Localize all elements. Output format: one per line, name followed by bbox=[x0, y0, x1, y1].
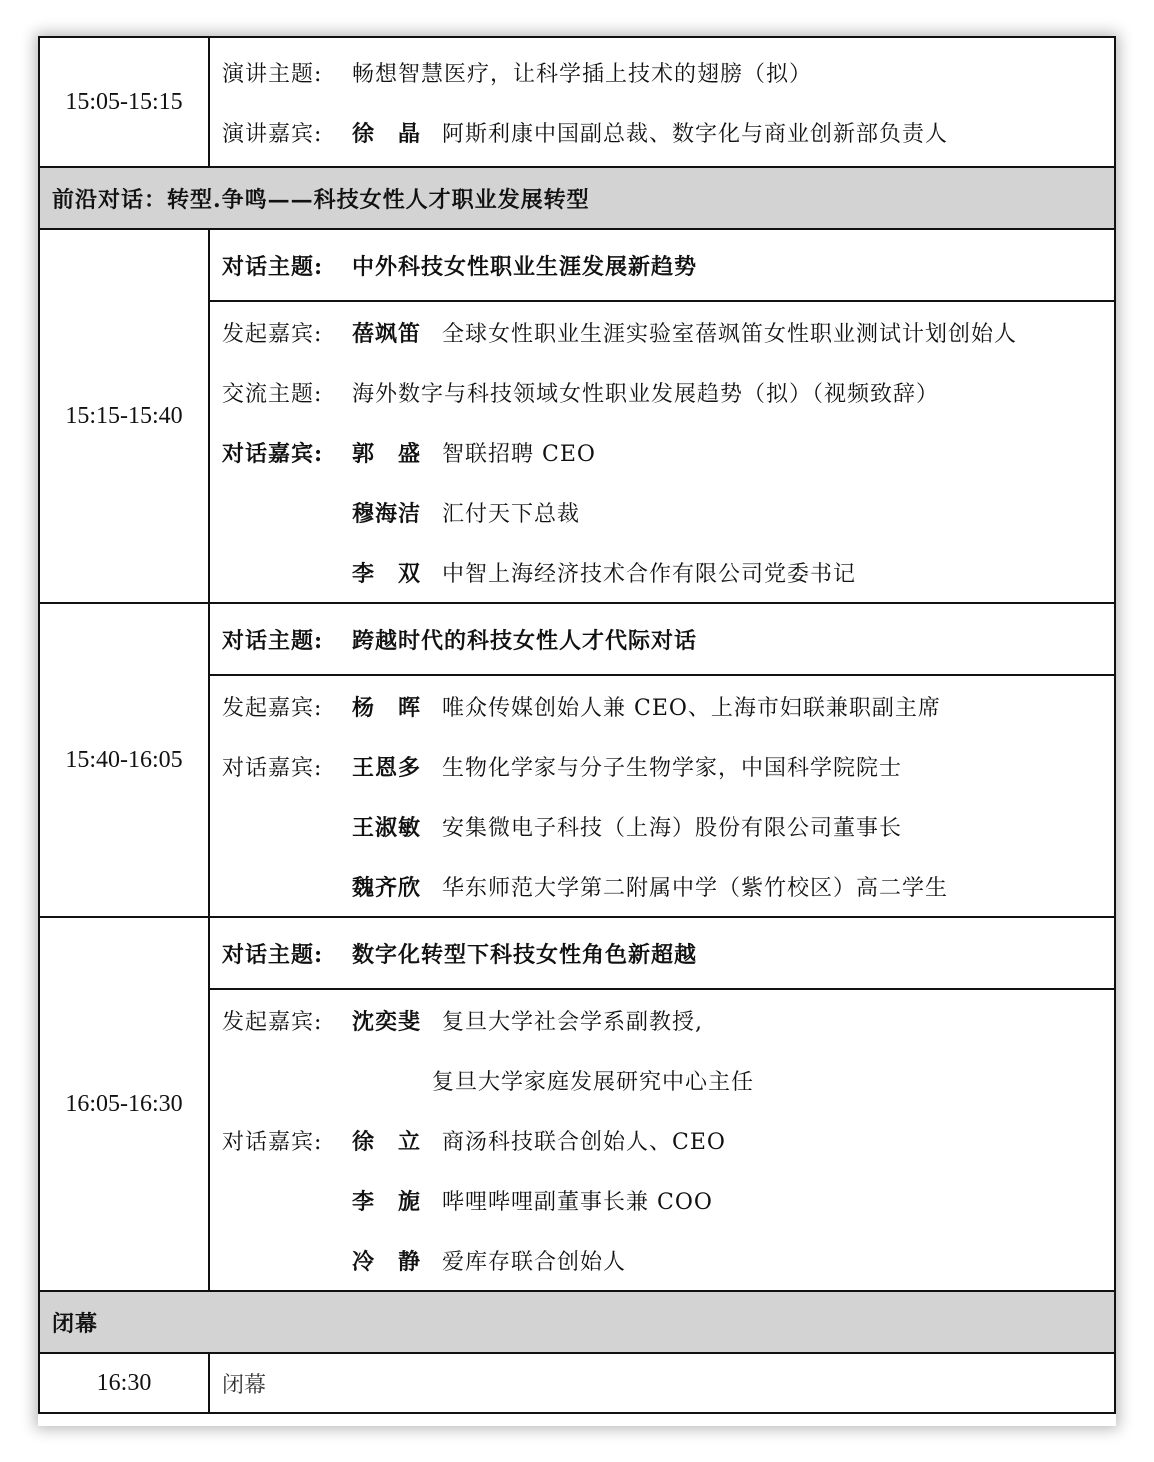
guest-title: 全球女性职业生涯实验室蓓飒笛女性职业测试计划创始人 bbox=[442, 321, 1018, 347]
exchange-topic: 海外数字与科技领域女性职业发展趋势（拟）（视频致辞） bbox=[352, 381, 940, 407]
topic-label: 对话主题: bbox=[222, 941, 324, 968]
guest-name: 沈奕斐 bbox=[352, 1008, 422, 1035]
time-slot: 16:30 bbox=[39, 1353, 209, 1413]
list-item bbox=[210, 604, 1114, 674]
session-content bbox=[209, 989, 1115, 1291]
list-item bbox=[210, 542, 1114, 602]
topic-cell bbox=[209, 603, 1115, 675]
guest-title: 智联招聘 CEO bbox=[442, 441, 596, 467]
topic-text: 数字化转型下科技女性角色新超越 bbox=[352, 941, 698, 968]
topic-text: 畅想智慧医疗，让科学插上技术的翅膀（拟） bbox=[352, 61, 813, 87]
list-item bbox=[210, 102, 1114, 162]
topic-label: 对话主题: bbox=[222, 627, 324, 654]
section-heading: 前沿对话：转型.争鸣——科技女性人才职业发展转型 bbox=[39, 167, 1115, 229]
list-item bbox=[210, 856, 1114, 916]
guests-label: 对话嘉宾: bbox=[222, 755, 323, 781]
list-item bbox=[210, 796, 1114, 856]
guest-name: 魏齐欣 bbox=[352, 874, 422, 901]
table-row bbox=[39, 917, 1115, 989]
table-row bbox=[39, 229, 1115, 301]
guest-title: 汇付天下总裁 bbox=[442, 501, 581, 527]
list-item bbox=[210, 302, 1114, 362]
guest-name: 穆海洁 bbox=[352, 500, 422, 527]
topic-label: 演讲主题: bbox=[222, 61, 323, 87]
time-slot: 15:05-15:15 bbox=[39, 37, 209, 167]
guest-name: 徐 立 bbox=[352, 1128, 422, 1155]
guest-name: 李 旎 bbox=[352, 1188, 422, 1215]
guest-name: 王恩多 bbox=[352, 754, 422, 781]
section-heading: 闭幕 bbox=[39, 1291, 1115, 1353]
list-item bbox=[210, 1230, 1114, 1290]
topic-cell bbox=[209, 229, 1115, 301]
list-item bbox=[210, 1110, 1114, 1170]
session-content bbox=[209, 37, 1115, 167]
agenda-table bbox=[38, 36, 1116, 1414]
guest-title: 复旦大学家庭发展研究中心主任 bbox=[432, 1069, 755, 1095]
list-item bbox=[210, 42, 1114, 102]
list-item bbox=[210, 1050, 1114, 1110]
list-item bbox=[210, 422, 1114, 482]
list-item bbox=[210, 362, 1114, 422]
guest-name: 杨 晖 bbox=[352, 694, 422, 721]
guest-name: 蓓飒笛 bbox=[352, 320, 422, 347]
session-content bbox=[209, 675, 1115, 917]
initiator-label: 发起嘉宾: bbox=[222, 1009, 323, 1035]
guest-title: 安集微电子科技（上海）股份有限公司董事长 bbox=[442, 815, 903, 841]
guest-name: 王淑敏 bbox=[352, 814, 422, 841]
session-content bbox=[209, 1353, 1115, 1413]
guest-name: 徐 晶 bbox=[352, 120, 422, 147]
guest-title: 复旦大学社会学系副教授, bbox=[442, 1009, 703, 1035]
list-item bbox=[210, 230, 1114, 300]
guest-title: 爱库存联合创始人 bbox=[442, 1249, 627, 1275]
closing-text: 闭幕 bbox=[222, 1372, 267, 1398]
guest-title: 生物化学家与分子生物学家，中国科学院院士 bbox=[442, 755, 903, 781]
guest-title: 阿斯利康中国副总裁、数字化与商业创新部负责人 bbox=[442, 121, 949, 147]
initiator-label: 发起嘉宾: bbox=[222, 695, 323, 721]
topic-text: 中外科技女性职业生涯发展新趋势 bbox=[352, 253, 698, 280]
guest-title: 哔哩哔哩副董事长兼 COO bbox=[442, 1189, 713, 1215]
exchange-label: 交流主题: bbox=[222, 381, 323, 407]
topic-text: 跨越时代的科技女性人才代际对话 bbox=[352, 627, 698, 654]
guests-label: 对话嘉宾: bbox=[222, 440, 324, 467]
list-item bbox=[210, 676, 1114, 736]
table-row bbox=[39, 1291, 1115, 1353]
list-item bbox=[210, 1170, 1114, 1230]
table-row bbox=[39, 167, 1115, 229]
list-item bbox=[210, 990, 1114, 1050]
topic-label: 对话主题: bbox=[222, 253, 324, 280]
time-slot: 15:40-16:05 bbox=[39, 603, 209, 917]
guest-label: 演讲嘉宾: bbox=[222, 121, 323, 147]
session-content bbox=[209, 301, 1115, 603]
topic-cell bbox=[209, 917, 1115, 989]
guest-title: 唯众传媒创始人兼 CEO、上海市妇联兼职副主席 bbox=[442, 695, 941, 721]
guest-name: 李 双 bbox=[352, 560, 422, 587]
list-item bbox=[210, 918, 1114, 988]
guest-title: 商汤科技联合创始人、CEO bbox=[442, 1129, 726, 1155]
list-item bbox=[210, 736, 1114, 796]
time-slot: 15:15-15:40 bbox=[39, 229, 209, 603]
guest-title: 华东师范大学第二附属中学（紫竹校区）高二学生 bbox=[442, 875, 949, 901]
guest-name: 郭 盛 bbox=[352, 440, 422, 467]
guests-label: 对话嘉宾: bbox=[222, 1129, 323, 1155]
table-row bbox=[39, 1353, 1115, 1413]
list-item bbox=[210, 482, 1114, 542]
time-slot: 16:05-16:30 bbox=[39, 917, 209, 1291]
table-row bbox=[39, 603, 1115, 675]
initiator-label: 发起嘉宾: bbox=[222, 321, 323, 347]
guest-name: 冷 静 bbox=[352, 1248, 422, 1275]
guest-title: 中智上海经济技术合作有限公司党委书记 bbox=[442, 561, 857, 587]
table-row bbox=[39, 37, 1115, 167]
